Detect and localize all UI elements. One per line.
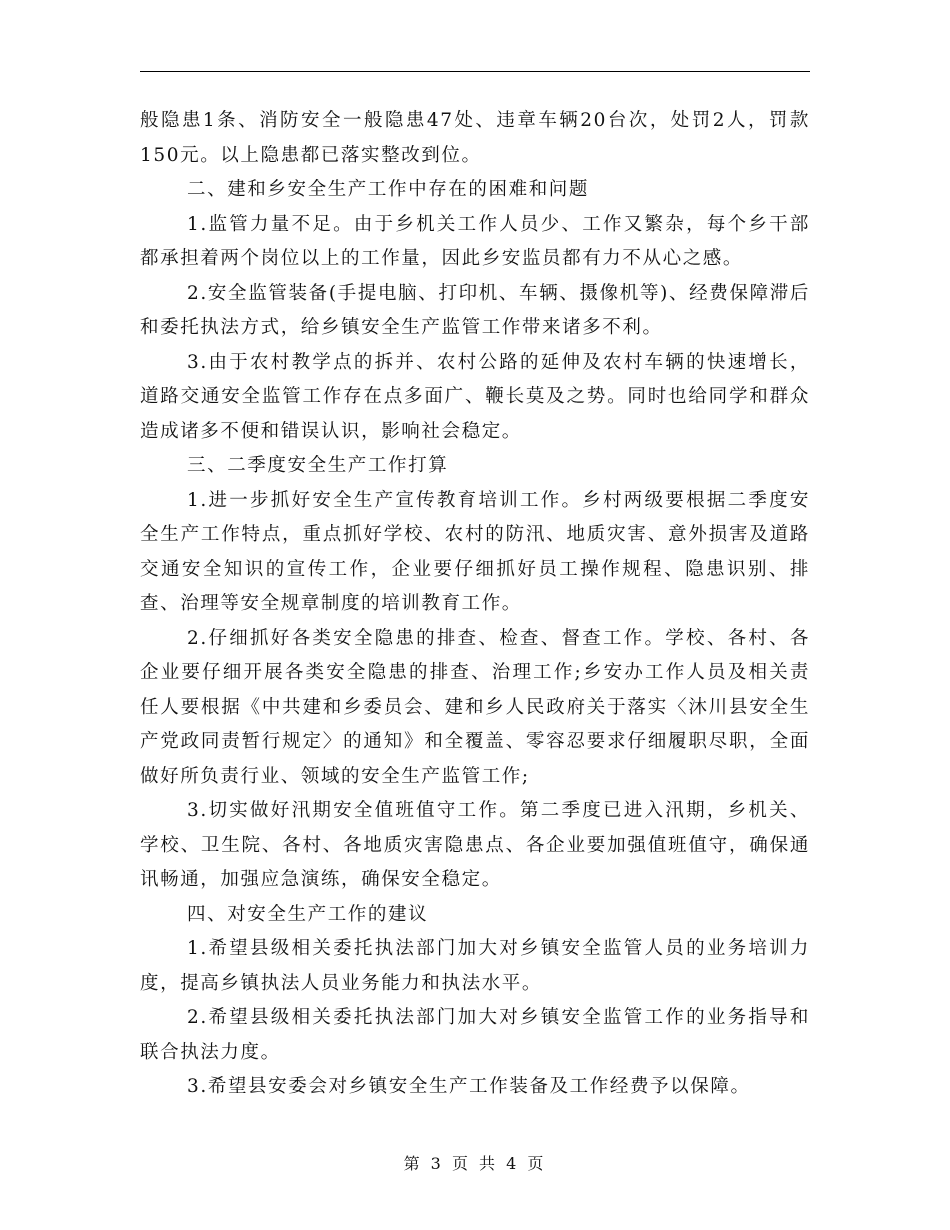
document-body [140,104,810,1105]
paragraph-item: 3.由于农村教学点的拆并、农村公路的延伸及农村车辆的快速增长，道路交通安全监管工作存在点多面广、鞭长莫及之势。同时也给同学和群众造成诸多不便和错误认识，影响社会稳定。 [140,351,810,442]
section-heading-4: 四、对安全生产工作的建议 [187,903,429,925]
paragraph-item: 2.安全监管装备(手提电脑、打印机、车辆、摄像机等)、经费保障滞后和委托执法方式，给乡镇安全生产监管工作带来诸多不利。 [140,282,810,338]
section-heading-2: 二、建和乡安全生产工作中存在的困难和问题 [187,179,590,200]
page-number-footer: 第 3 页 共 4 页 [403,1154,547,1173]
paragraph-item: 2.仔细抓好各类安全隐患的排查、检查、督查工作。学校、各村、各企业要仔细开展各类安全隐患的排查、治理工作;乡安办工作人员及相关责任人要根据《中共建和乡委员会、建和乡人民政府关于落实〈沐川县安全生产党政同责暂行规定〉的通知》和全覆盖、零容忍要求仔细履职尽职，全面做好所负责行业、领域的安全生产监管工作; [140,627,810,787]
paragraph-item: 1.希望县级相关委托执法部门加大对乡镇安全监管人员的业务培训力度，提高乡镇执法人员业务能力和执法水平。 [140,938,810,994]
paragraph-continuation: 般隐患1条、消防安全一般隐患47处、违章车辆20台次，处罚2人，罚款150元。以上隐患都已落实整改到位。 [140,110,810,166]
paragraph-item: 3.希望县安委会对乡镇安全生产工作装备及工作经费予以保障。 [187,1076,751,1097]
header-rule [140,71,810,72]
section-heading-3: 三、二季度安全生产工作打算 [187,455,449,476]
paragraph-item: 3.切实做好汛期安全值班值守工作。第二季度已进入汛期，乡机关、学校、卫生院、各村、各地质灾害隐患点、各企业要加强值班值守，确保通讯畅通，加强应急演练，确保安全稳定。 [140,800,810,890]
paragraph-item: 1.进一步抓好安全生产宣传教育培训工作。乡村两级要根据二季度安全生产工作特点，重点抓好学校、农村的防汛、地质灾害、意外损害及道路交通安全知识的宣传工作，企业要仔细抓好员工操作规程、隐患识别、排查、治理等安全规章制度的培训教育工作。 [140,489,810,614]
paragraph-item: 1.监管力量不足。由于乡机关工作人员少、工作又繁杂，每个乡干部都承担着两个岗位以上的工作量，因此乡安监员都有力不从心之感。 [140,213,810,269]
paragraph-item: 2.希望县级相关委托执法部门加大对乡镇安全监管工作的业务指导和联合执法力度。 [140,1007,810,1063]
